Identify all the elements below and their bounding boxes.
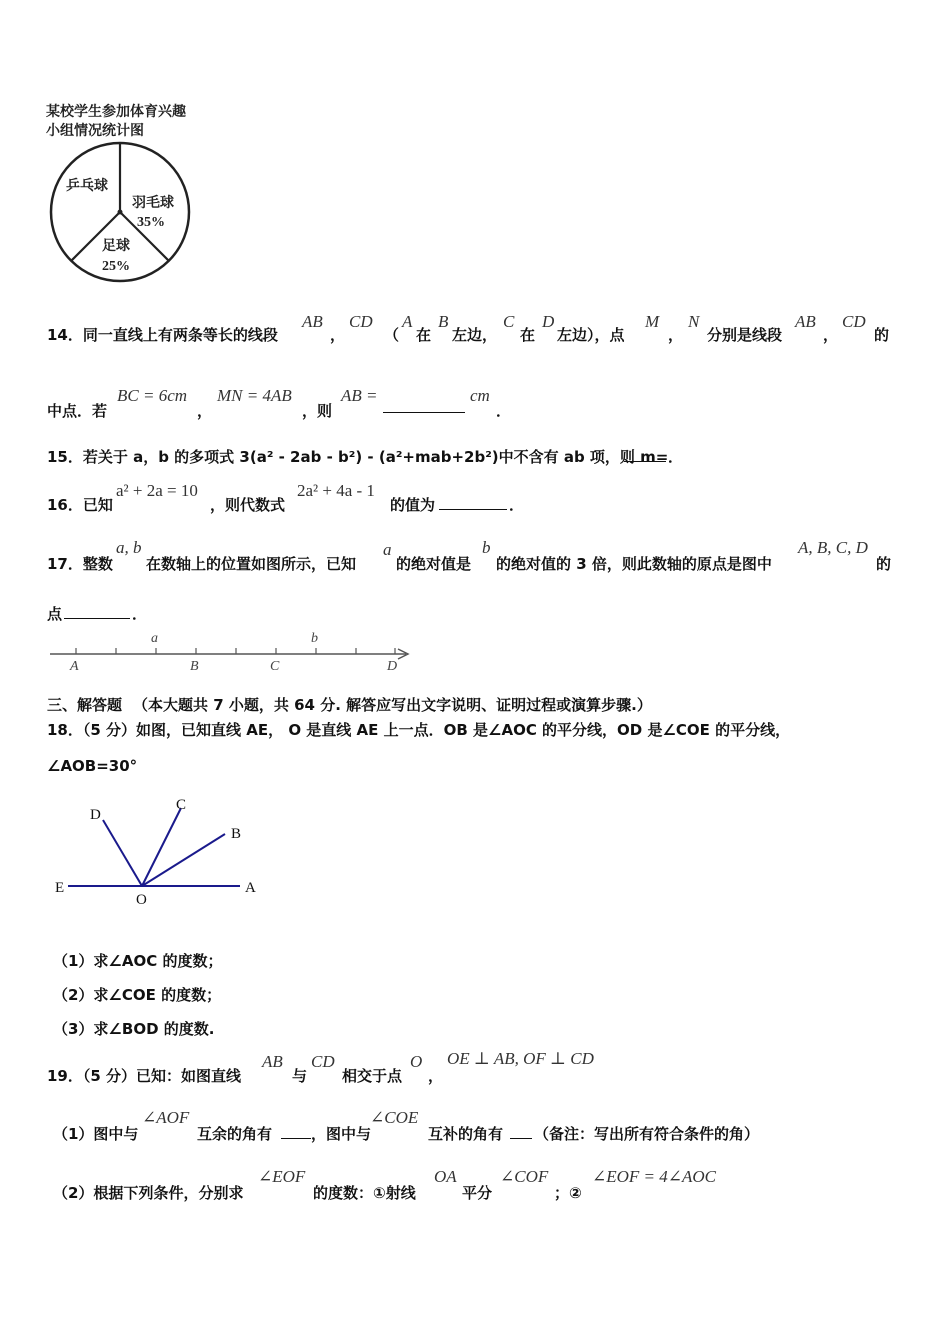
label-c: C [176, 797, 187, 813]
q19-sub2-condition: ∠EOF = 4∠AOC [592, 1167, 717, 1186]
q19-comma: ， [428, 1067, 444, 1085]
q19-sub2-text1: 的度数：①射线 [313, 1184, 416, 1202]
q17-text1: 在数轴上的位置如图所示，已知 [146, 555, 357, 573]
pie-chart [44, 140, 204, 290]
slice-value-badminton: 35% [137, 215, 165, 230]
q19-sub1-blank1[interactable] [281, 1120, 311, 1139]
q18-sub1: （1）求∠AOC 的度数； [53, 952, 223, 970]
q14-zai1: 在 [416, 326, 432, 344]
slice-label-badminton: 羽毛球 [132, 196, 174, 211]
pie-figure-title [46, 103, 186, 141]
q18-line2: ∠AOB=30° [47, 757, 138, 775]
q19-sub1-blank2[interactable] [510, 1120, 532, 1139]
q14-prefix: 14．同一直线上有两条等长的线段 [47, 326, 278, 344]
q14-ze: ，则 [302, 402, 333, 420]
q14-line2-prefix: 中点．若 [47, 402, 108, 420]
q14-point-n: N [688, 312, 700, 331]
q16-prefix: 16．已知 [47, 496, 113, 514]
q14-line2-comma: ， [197, 402, 213, 420]
number-line-ticks [76, 648, 395, 654]
q14-fenbie: 分别是线段 [707, 326, 783, 344]
label-o: O [136, 892, 147, 908]
q19-sub1-text2: ，图中与 [311, 1125, 372, 1143]
label-b: B [231, 826, 242, 842]
q19-sub1-text3: 互补的角有 [428, 1125, 504, 1143]
q14-paren: （ [384, 326, 400, 344]
q16-condition: a² + 2a = 10 [116, 481, 198, 500]
q15-answer-blank[interactable] [624, 443, 666, 462]
q14-unit: cm [470, 386, 490, 405]
q14-zai2: 在 [520, 326, 536, 344]
q14-point-d: D [542, 312, 555, 331]
axis-point-b: B [190, 659, 199, 674]
pie-title-line2: 小组情况统计图 [46, 123, 144, 139]
label-a: A [245, 880, 256, 896]
q14-point-a: A [402, 312, 413, 331]
axis-label-a: a [151, 631, 158, 646]
axis-point-d: D [387, 659, 398, 674]
q15-text: 15．若关于 a，b 的多项式 3(a² ‐ 2ab ‐ b²) ‐ (a²+mab+2b²)中不含有 ab 项，则 m= [47, 448, 669, 466]
q14-left2: 左边），点 [557, 326, 625, 344]
label-d: D [90, 807, 101, 823]
q19-ray-oa: OA [434, 1167, 457, 1186]
q18-sub3: （3）求∠BOD 的度数. [53, 1020, 215, 1038]
q19-yu: 与 [292, 1067, 308, 1085]
q14-comma3: ， [823, 326, 839, 344]
q14-answer-blank[interactable] [383, 394, 465, 413]
q18-line1: 18．（5 分）如图，已知直线 AE， O 是直线 AE 上一点．OB 是∠AOC 的平分线，OD 是∠COE 的平分线， [47, 721, 791, 739]
q14-cd2: CD [842, 312, 866, 331]
pie-title-line1: 某校学生参加体育兴趣 [46, 104, 186, 120]
q14-left1: 左边， [452, 326, 498, 344]
q19-sub2-prefix: （2）根据下列条件，分别求 [53, 1184, 244, 1202]
number-line-figure [44, 628, 424, 676]
angle-figure [48, 792, 268, 910]
q14-point-b: B [438, 312, 449, 331]
q14-point-c: C [503, 312, 515, 331]
q19-o: O [410, 1052, 423, 1071]
q19-cd: CD [311, 1052, 335, 1071]
q19-angle-aof: ∠AOF [142, 1108, 190, 1127]
q16-expression: 2a² + 4a ‐ 1 [297, 481, 375, 500]
ray-od [103, 820, 142, 886]
q17-text3: 的绝对值的 3 倍，则此数轴的原点是图中 [496, 555, 772, 573]
slice-label-pingpong: 乒乓球 [66, 179, 108, 194]
q19-ab: AB [262, 1052, 283, 1071]
q14-de: 的 [874, 326, 890, 344]
slice-label-football: 足球 [102, 239, 130, 254]
q17-points: A, B, C, D [798, 538, 868, 557]
label-e: E [55, 880, 65, 896]
q17-ab: a, b [116, 538, 142, 557]
q19-sub1-prefix: （1）图中与 [53, 1125, 139, 1143]
q17-line2: 点 [47, 605, 63, 623]
q14-ab: AB [302, 312, 323, 331]
q16-suffix: 的值为 [390, 496, 436, 514]
axis-point-a: A [70, 659, 79, 674]
q19-sub2-text3: ；② [554, 1184, 582, 1202]
q17-text2: 的绝对值是 [396, 555, 472, 573]
q14-ab-equals: AB = [341, 386, 378, 405]
q19-angle-cof: ∠COF [500, 1167, 549, 1186]
axis-label-b: b [311, 631, 318, 646]
q18-sub2: （2）求∠COE 的度数； [53, 986, 222, 1004]
pie-center [118, 210, 123, 215]
q19-perpendicular: OE ⊥ AB, OF ⊥ CD [447, 1049, 594, 1068]
q14-mn-cond: MN = 4AB [217, 386, 292, 405]
q19-sub2-text2: 平分 [462, 1184, 493, 1202]
q14-bc-cond: BC = 6cm [117, 386, 188, 405]
q17-answer-blank[interactable] [64, 600, 130, 619]
q14-point-m: M [645, 312, 660, 331]
q19-sub1-text1: 互余的角有 [197, 1125, 273, 1143]
section3-note: （本大题共 7 小题，共 64 分. 解答应写出文字说明、证明过程或演算步骤.） [133, 696, 652, 714]
section3-title: 三、解答题 [47, 696, 123, 714]
q17-b: b [482, 538, 491, 557]
q14-comma: ， [330, 326, 346, 344]
q17-a: a [383, 540, 392, 559]
axis-point-c: C [270, 659, 280, 674]
q17-de: 的 [876, 555, 892, 573]
q19-angle-eof: ∠EOF [258, 1167, 306, 1186]
q15-end: ． [668, 448, 684, 466]
q14-cd: CD [349, 312, 373, 331]
q16-answer-blank[interactable] [439, 491, 507, 510]
slice-value-football: 25% [102, 259, 130, 274]
q14-end: ． [496, 402, 512, 420]
q17-prefix: 17．整数 [47, 555, 113, 573]
q17-end: ． [132, 605, 148, 623]
q14-ab2: AB [795, 312, 816, 331]
q19-angle-coe: ∠COE [370, 1108, 419, 1127]
q19-prefix: 19．（5 分）已知：如图直线 [47, 1067, 242, 1085]
q19-sub1-text4: （备注：写出所有符合条件的角） [534, 1125, 760, 1143]
q16-mid: ，则代数式 [210, 496, 286, 514]
q14-comma2: ， [668, 326, 684, 344]
q16-end: ． [509, 496, 525, 514]
q19-xiangjiao: 相交于点 [342, 1067, 403, 1085]
